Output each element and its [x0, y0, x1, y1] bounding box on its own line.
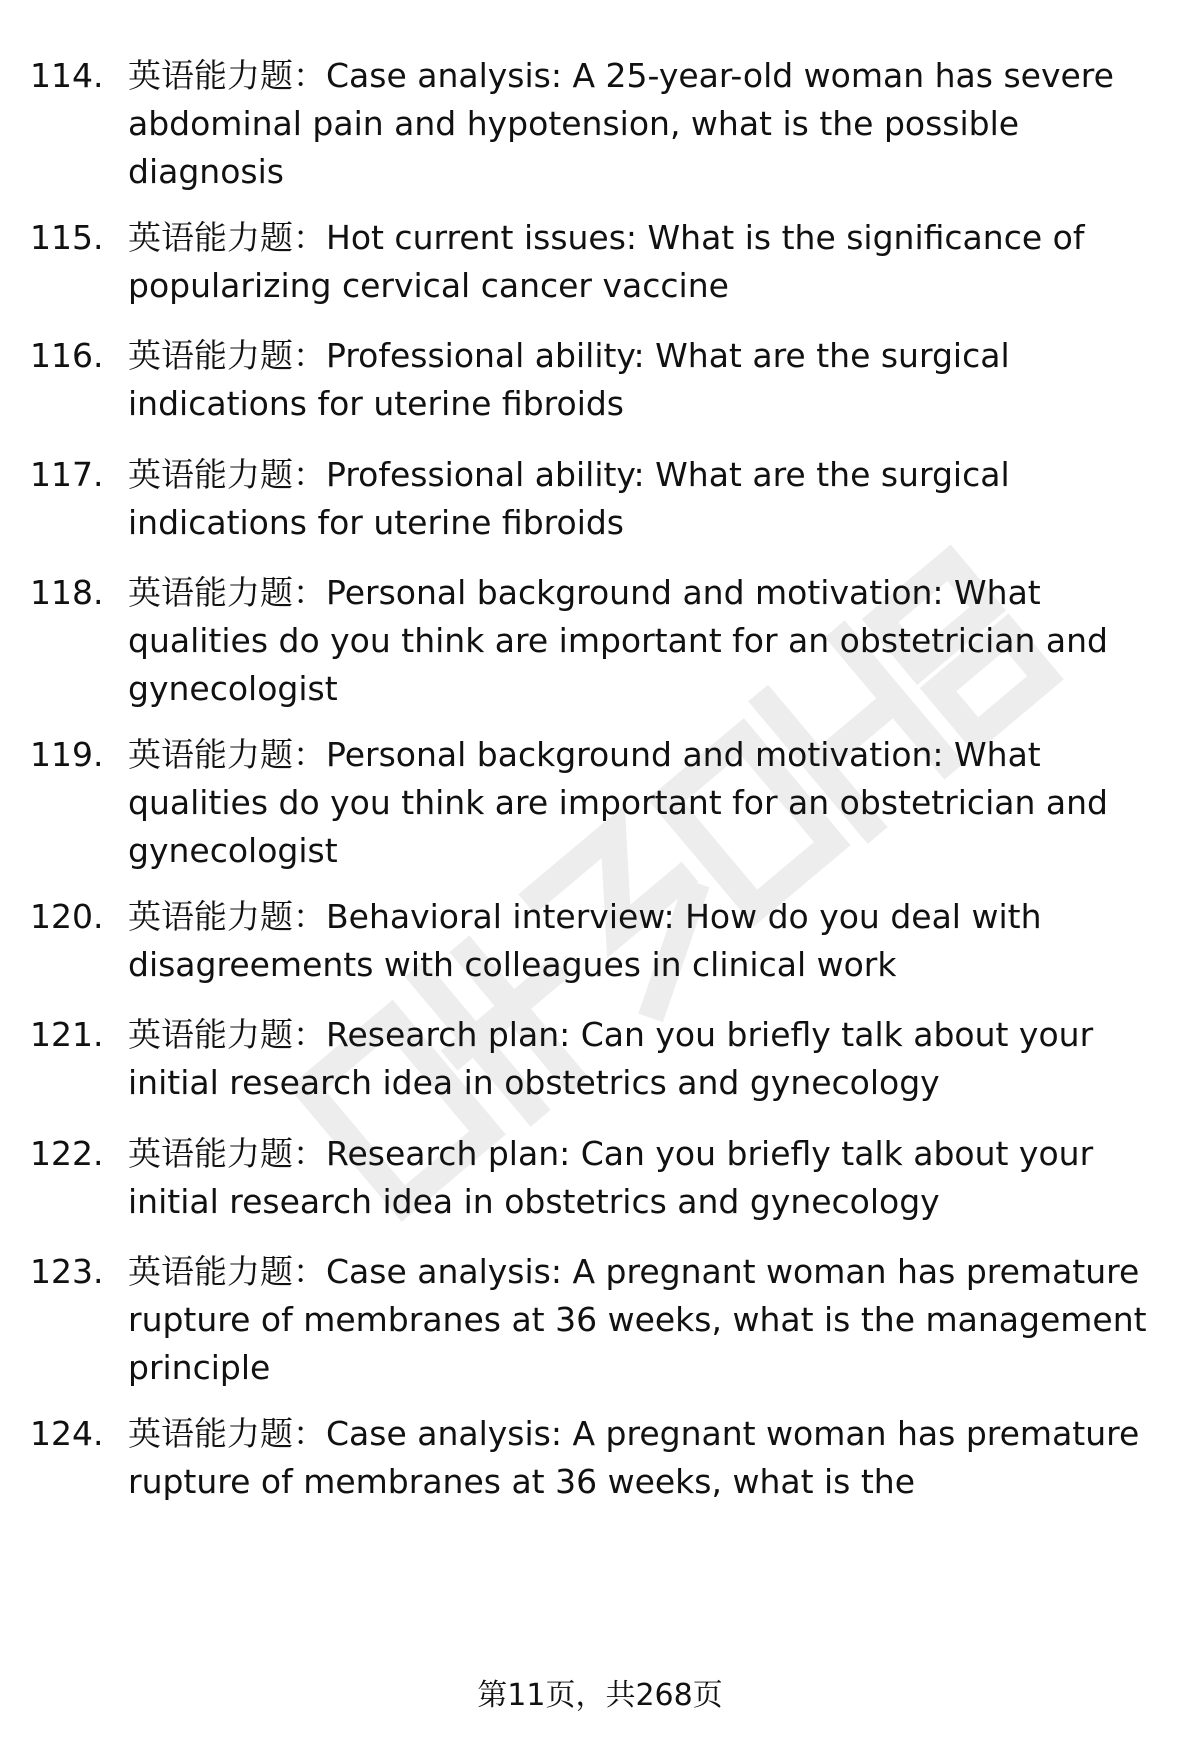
question-text: 英语能力题：Personal background and motivation: What qualities do you think are important for an obstetrician and gynecologist: [128, 573, 1108, 708]
question-number: 114.: [30, 56, 104, 95]
question-number: 120.: [30, 897, 104, 936]
page-number-label: 第11页，共268页: [477, 1678, 723, 1713]
question-number: 122.: [30, 1134, 104, 1173]
question-number: 119.: [30, 735, 104, 774]
question-text: 英语能力题：Behavioral interview: How do you deal with disagreements with colleagues in clinical work: [128, 897, 1042, 984]
question-text: 英语能力题：Professional ability: What are the surgical indications for uterine fibroids: [128, 336, 1010, 423]
question-text: 英语能力题：Hot current issues: What is the significance of popularizing cervical cancer vaccine: [128, 218, 1085, 305]
question-number: 115.: [30, 218, 104, 257]
question-text: 英语能力题：Research plan: Can you briefly talk about your initial research idea in obstetrics and gynecology: [128, 1015, 1094, 1102]
question-text: 英语能力题：Personal background and motivation: What qualities do you think are important for an obstetrician and gynecologist: [128, 735, 1108, 870]
question-number: 116.: [30, 336, 104, 375]
question-number: 118.: [30, 573, 104, 612]
question-number: 123.: [30, 1252, 104, 1291]
question-text: 英语能力题：Case analysis: A pregnant woman has premature rupture of membranes at 36 weeks, what is the: [128, 1414, 1140, 1501]
question-text: 英语能力题：Professional ability: What are the surgical indications for uterine fibroids: [128, 455, 1010, 542]
question-number: 117.: [30, 455, 104, 494]
question-text: 英语能力题：Case analysis: A pregnant woman has premature rupture of membranes at 36 weeks, what is the management principle: [128, 1252, 1147, 1387]
question-text: 英语能力题：Research plan: Can you briefly talk about your initial research idea in obstetrics and gynecology: [128, 1134, 1094, 1221]
question-number: 121.: [30, 1015, 104, 1054]
question-text: 英语能力题：Case analysis: A 25-year-old woman has severe abdominal pain and hypotension, what is the possible diagnosis: [128, 56, 1114, 191]
question-number: 124.: [30, 1414, 104, 1453]
page-footer: [0, 1676, 1200, 1716]
